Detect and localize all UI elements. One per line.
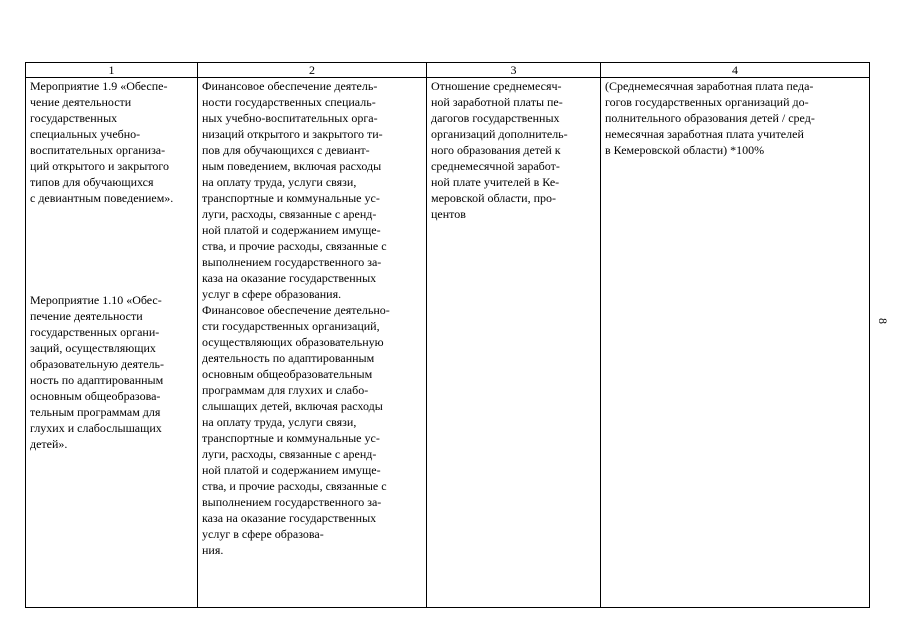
descriptions-cell <box>198 78 427 608</box>
header-row <box>26 63 870 78</box>
measures-cell <box>26 78 198 608</box>
formula-cell <box>601 78 870 608</box>
measure-1-9-title: Мероприятие 1.9 «Обеспе- чение деятельности государственных специальных учебно- воспитательных организа- ций открытого и закрытого типов для обучающихся с девиантным поведением». <box>30 79 174 205</box>
table-row <box>26 78 870 608</box>
column-header-3: 3 <box>427 63 601 78</box>
indicator-table <box>25 62 870 608</box>
column-header-1: 1 <box>26 63 198 78</box>
measure-1-10-description: Финансовое обеспечение деятельно- сти государственных организаций, осуществляющих образовательную деятельность по адаптированным основным общеобразовательным программам для глухих и слабо- слышащих детей, включая расходы на оплату труда, услуги связи, транспортные и коммунальные ус- луги, расходы, связанные с аренд- ной платой и содержанием имуще- ства, и прочие расходы, связанные с выполнением государственного за- каза на оказание государственных услуг в сфере образова- ния. <box>202 303 390 557</box>
indicator-name: Отношение среднемесяч- ной заработной платы пе- дагогов государственных организаций дополнитель- ного образования детей к среднемесячной заработ- ной плате учителей в Ке- меровской области, про- центов <box>431 79 568 221</box>
measure-1-9-description: Финансовое обеспечение деятель- ности государственных специаль- ных учебно-воспитательных орга- низаций открытого и закрытого ти- пов для обучающихся с девиант- ным поведением, включая расходы на оплату труда, услуги связи, транспортные и коммунальные ус- луги, расходы, связанные с аренд- ной платой и содержанием имуще- ства, и прочие расходы, связанные с выполнением государственного за- каза на оказание государственных услуг в сфере образования. <box>202 79 387 301</box>
column-header-2: 2 <box>198 63 427 78</box>
column-header-4: 4 <box>601 63 870 78</box>
indicator-formula: (Среднемесячная заработная плата педа- гогов государственных организаций до- полнительного образования детей / сред- немесячная заработная плата учителей в Кемеровской области) *100% <box>605 79 815 157</box>
spacer <box>30 206 193 292</box>
indicator-cell <box>427 78 601 608</box>
page-number: 8 <box>876 318 890 324</box>
measure-1-10-title: Мероприятие 1.10 «Обес- печение деятельности государственных органи- заций, осуществляющих образовательную деятель- ность по адаптированным основным общеобразова- тельным программам для глухих и слабослышащих детей». <box>30 293 165 451</box>
